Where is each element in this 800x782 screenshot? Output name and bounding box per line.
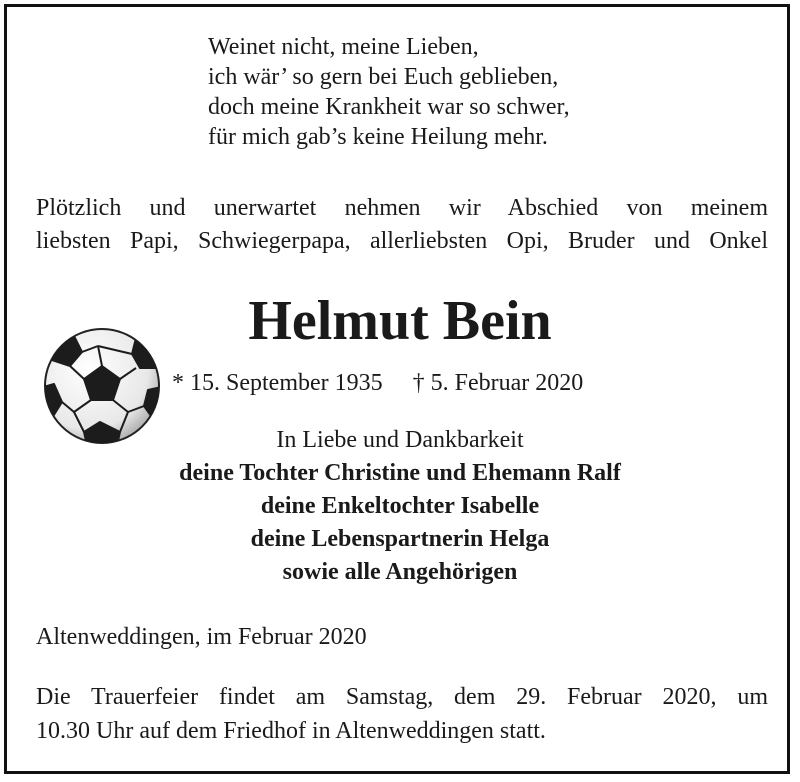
mourner-line: sowie alle Angehörigen <box>282 559 518 585</box>
poem <box>208 32 570 152</box>
life-dates <box>172 368 583 398</box>
intro-line: Plötzlich und unerwartet nehmen wir Abschied von meinem <box>36 195 768 221</box>
mourner-line: deine Lebenspartnerin Helga <box>250 526 550 552</box>
poem-line: Weinet nicht, meine Lieben, <box>208 34 479 60</box>
mourners-heading: In Liebe und Dankbarkeit <box>276 427 524 453</box>
deceased-name: Helmut Bein <box>248 290 552 352</box>
service-line: 10.30 Uhr auf dem Friedhof in Altenweddingen statt. <box>36 718 546 744</box>
poem-line: für mich gab’s keine Heilung mehr. <box>208 124 548 150</box>
intro-text <box>36 192 768 258</box>
place-date: Altenweddingen, im Februar 2020 <box>36 624 367 650</box>
poem-line: doch meine Krankheit war so schwer, <box>208 94 570 120</box>
intro-line: liebsten Papi, Schwiegerpapa, allerliebsten Opi, Bruder und Onkel <box>36 228 768 254</box>
birth-date: * 15. September 1935 <box>172 370 383 396</box>
service-info <box>36 680 768 748</box>
service-line: Die Trauerfeier findet am Samstag, dem 29. Februar 2020, um <box>36 684 768 710</box>
death-date: † 5. Februar 2020 <box>412 370 584 396</box>
mourner-line: deine Enkeltochter Isabelle <box>260 493 540 519</box>
mourners-block <box>0 424 800 589</box>
mourner-line: deine Tochter Christine und Ehemann Ralf <box>179 460 621 486</box>
poem-line: ich wär’ so gern bei Euch geblieben, <box>208 64 559 90</box>
